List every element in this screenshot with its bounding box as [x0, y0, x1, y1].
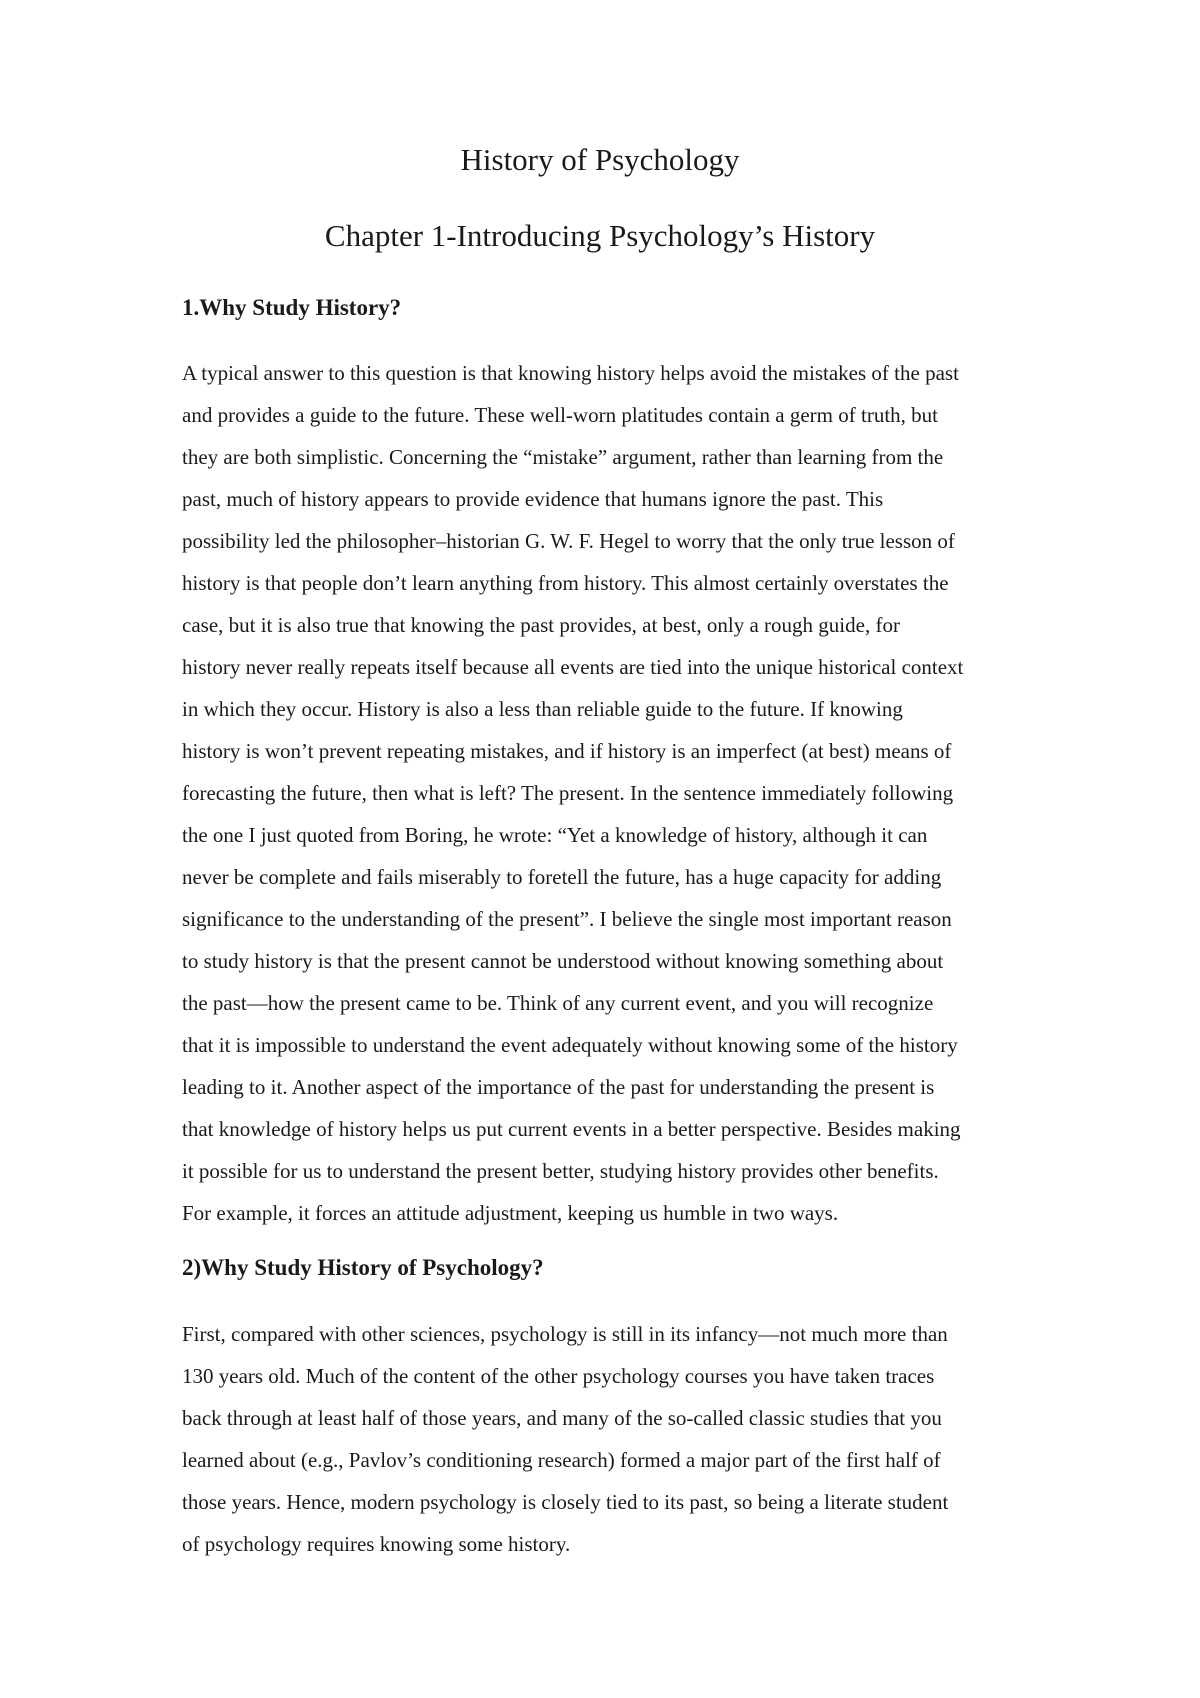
- document-page: History of Psychology Chapter 1-Introducing Psychology’s History 1.Why Study History? A typical answer to this question is that knowing history helps avoid the mistakes of the past and provides a guide to the future. These well-worn platitudes contain a germ of truth, but they are both simplistic. Concerning the “mistake” argument, rather than learning from the past, much of history appears to provide evidence that humans ignore the past. This possibility led the philosopher–historian G. W. F. Hegel to worry that the only true lesson of history is that people don’t learn anything from history. This almost certainly overstates the case, but it is also true that knowing the past provides, at best, only a rough guide, for history never really repeats itself because all events are tied into the unique historical context in which they occur. History is also a less than reliable guide to the future. If knowing history is won’t prevent repeating mistakes, and if history is an imperfect (at best) means of forecasting the future, then what is left? The present. In the sentence immediately following the one I just quoted from Boring, he wrote: “Yet a knowledge of history, although it can never be complete and fails miserably to foretell the future, has a huge capacity for adding significance to the understanding of the present”. I believe the single most important reason to study history is that the present cannot be understood without knowing something about the past—how the present came to be. Think of any current event, and you will recognize that it is impossible to understand the event adequately without knowing some of the history leading to it. Another aspect of the importance of the past for understanding the present is that knowledge of history helps us put current events in a better perspective. Besides making it possible for us to understand the present better, studying history provides other benefits. For example, it forces an attitude adjustment, keeping us humble in two ways. 2)Why Study History of Psychology? First, compared with other sciences, psychology is still in its infancy—not much more than 130 years old. Much of the content of the other psychology courses you have taken traces back through at least half of those years, and many of the so-called classic studies that you learned about (e.g., Pavlov’s conditioning research) formed a major part of the first half of those years. Hence, modern psychology is closely tied to its past, so being a literate student of psychology requires knowing some history.: [0, 0, 1200, 1698]
- document-title: History of Psychology: [460, 142, 740, 177]
- chapter-title: Chapter 1-Introducing Psychology’s History: [324, 218, 876, 253]
- section-heading-why-study-history: 1.Why Study History?: [182, 295, 402, 320]
- section-heading-why-study-history-of-psychology: 2)Why Study History of Psychology?: [182, 1255, 544, 1280]
